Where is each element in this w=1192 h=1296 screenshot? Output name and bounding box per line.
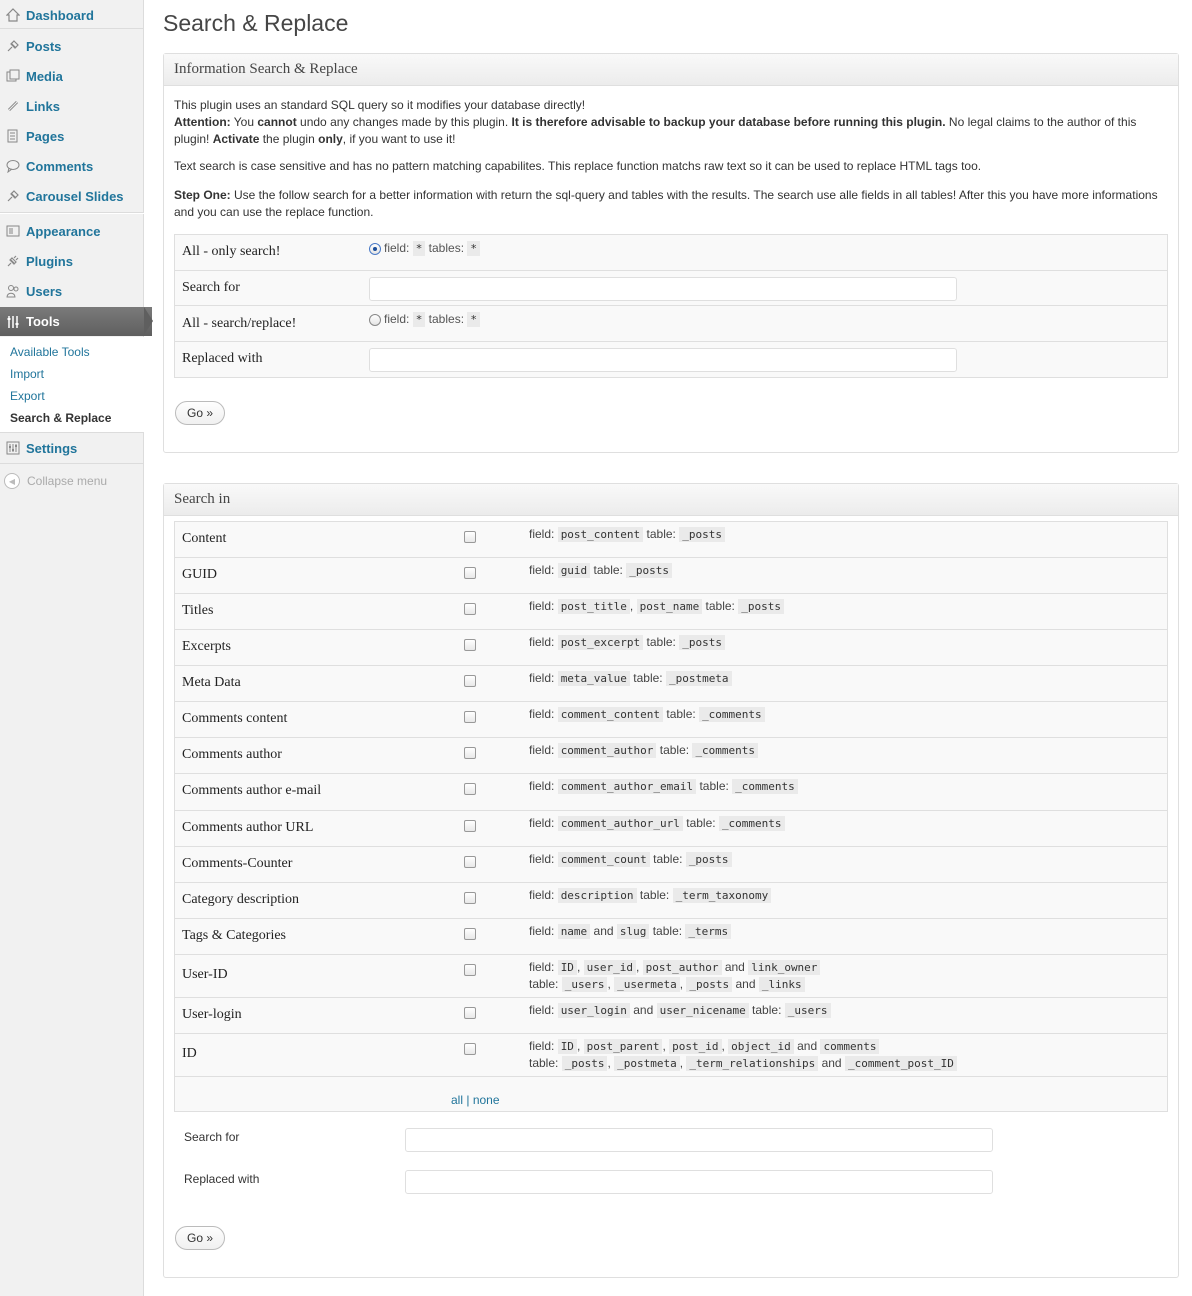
text: You bbox=[230, 115, 258, 129]
step-label: Step One: bbox=[174, 188, 231, 202]
description-line bbox=[529, 815, 785, 832]
table-row bbox=[175, 919, 1167, 955]
description-line bbox=[529, 959, 820, 976]
text: field: bbox=[529, 779, 558, 793]
text-search-note: Text search is case sensitive and has no pattern matching capabilites. This replace function matchs raw text so it can be used to replace HTML tags too. bbox=[174, 159, 982, 173]
text: field: bbox=[529, 1039, 558, 1053]
row-checkbox[interactable] bbox=[464, 1007, 476, 1019]
text: , bbox=[576, 1039, 584, 1053]
collapse-menu-button[interactable] bbox=[4, 473, 107, 489]
text: table: bbox=[663, 707, 700, 721]
code: comment_count bbox=[558, 852, 650, 867]
code: object_id bbox=[728, 1039, 794, 1054]
text: table: bbox=[643, 527, 680, 541]
menu-label: Plugins bbox=[26, 253, 73, 269]
text: field: bbox=[529, 852, 558, 866]
code: _postmeta bbox=[666, 671, 732, 686]
table-row bbox=[175, 594, 1167, 630]
menu-tools[interactable] bbox=[0, 307, 152, 336]
menu-label: Links bbox=[26, 98, 60, 114]
row-checkbox[interactable] bbox=[464, 531, 476, 543]
search-for-input[interactable] bbox=[369, 277, 957, 301]
code: * bbox=[467, 241, 480, 256]
row-checkbox[interactable] bbox=[464, 639, 476, 651]
description-line bbox=[529, 851, 732, 868]
code: post_title bbox=[558, 599, 630, 614]
form-row bbox=[175, 235, 1167, 271]
row-description bbox=[529, 562, 672, 579]
code: _posts bbox=[738, 599, 784, 614]
row-description bbox=[529, 923, 731, 940]
table-row bbox=[175, 702, 1167, 738]
search-for-input[interactable] bbox=[405, 1128, 993, 1152]
row-label: Comments content bbox=[182, 711, 288, 726]
row-label: User-login bbox=[182, 1007, 242, 1022]
code: meta_value bbox=[558, 671, 630, 686]
page-title: Search & Replace bbox=[163, 10, 349, 36]
text: tables: bbox=[428, 241, 465, 255]
text: table: bbox=[682, 816, 719, 830]
menu-dashboard[interactable] bbox=[0, 0, 144, 30]
dashboard-icon bbox=[5, 7, 21, 23]
table-row bbox=[175, 774, 1167, 811]
row-description bbox=[529, 887, 771, 904]
code: comment_content bbox=[558, 707, 663, 722]
description-line bbox=[529, 923, 731, 940]
text: table: bbox=[643, 635, 680, 649]
code: _comments bbox=[692, 743, 758, 758]
code: _term_relationships bbox=[686, 1056, 818, 1071]
pushpin-icon bbox=[5, 38, 21, 54]
text: table: bbox=[636, 888, 673, 902]
row-description bbox=[529, 1002, 831, 1019]
table-row bbox=[175, 811, 1167, 847]
code: _comments bbox=[699, 707, 765, 722]
text: Activate bbox=[212, 132, 260, 146]
menu-label: Carousel Slides bbox=[26, 188, 124, 204]
code: slug bbox=[617, 924, 650, 939]
description-line bbox=[529, 1038, 957, 1055]
text: field: bbox=[529, 888, 558, 902]
postbox-header bbox=[164, 54, 1178, 86]
menu-posts[interactable] bbox=[0, 31, 144, 61]
text: , bbox=[635, 960, 643, 974]
code: ID bbox=[558, 1039, 577, 1054]
text: and bbox=[629, 1003, 657, 1017]
code: _users bbox=[785, 1003, 831, 1018]
text: table: bbox=[529, 977, 562, 991]
text: field: bbox=[529, 1003, 558, 1017]
row-label: Content bbox=[182, 531, 227, 546]
replaced-with-input[interactable] bbox=[369, 348, 957, 372]
code: user_login bbox=[558, 1003, 630, 1018]
menu-carousel-slides[interactable] bbox=[0, 181, 144, 211]
text: , bbox=[679, 977, 687, 991]
row-label: Excerpts bbox=[182, 639, 231, 654]
row-label: Tags & Categories bbox=[182, 928, 286, 943]
menu-label: Dashboard bbox=[26, 7, 94, 23]
table-row bbox=[175, 558, 1167, 594]
table-row bbox=[175, 998, 1167, 1034]
description-line bbox=[529, 634, 725, 651]
text: field: bbox=[529, 743, 558, 757]
search-form-table bbox=[174, 234, 1168, 378]
code: * bbox=[467, 312, 480, 327]
code: _users bbox=[562, 977, 608, 992]
description-line bbox=[529, 670, 732, 687]
text: table: bbox=[696, 779, 733, 793]
select-all-none bbox=[451, 1093, 500, 1107]
text: table: bbox=[649, 924, 686, 938]
collapse-label: Collapse menu bbox=[27, 474, 108, 488]
text: field: bbox=[529, 599, 558, 613]
row-label: GUID bbox=[182, 567, 217, 582]
code: post_parent bbox=[584, 1039, 663, 1054]
text: table: bbox=[748, 1003, 785, 1017]
text: field: bbox=[529, 960, 558, 974]
tools-submenu bbox=[0, 337, 144, 433]
text: table: bbox=[529, 1056, 562, 1070]
text: table: bbox=[590, 563, 627, 577]
menu-label: Comments bbox=[26, 158, 94, 174]
code: post_id bbox=[669, 1039, 721, 1054]
tools-icon bbox=[5, 314, 21, 330]
row-description bbox=[529, 634, 725, 651]
description-line bbox=[529, 706, 765, 723]
code: _terms bbox=[685, 924, 731, 939]
collapse-arrow-icon: ◀ bbox=[4, 473, 20, 489]
menu-media[interactable] bbox=[0, 61, 144, 91]
text: and bbox=[818, 1056, 845, 1070]
row-description bbox=[529, 959, 820, 993]
row-description bbox=[529, 526, 725, 543]
text: cannot bbox=[257, 115, 297, 129]
row-label: ID bbox=[182, 1046, 197, 1061]
code: link_owner bbox=[748, 960, 820, 975]
code: * bbox=[413, 312, 426, 327]
text: field: bbox=[529, 924, 558, 938]
select-all-link[interactable]: all bbox=[451, 1093, 464, 1107]
row-description bbox=[529, 598, 784, 615]
menu-label: Tools bbox=[26, 314, 60, 329]
description-line bbox=[529, 976, 820, 993]
settings-icon bbox=[5, 440, 21, 456]
separator: | bbox=[463, 1093, 473, 1107]
table-row bbox=[175, 847, 1167, 883]
search-for-label: Search for bbox=[182, 280, 240, 295]
search-in-table bbox=[174, 521, 1168, 1112]
menu-plugins[interactable] bbox=[0, 246, 144, 276]
code: _postmeta bbox=[614, 1056, 680, 1071]
text: field: bbox=[529, 527, 558, 541]
form-row bbox=[175, 342, 1167, 377]
info-paragraph bbox=[174, 97, 1164, 148]
row-checkbox[interactable] bbox=[464, 856, 476, 868]
text: , bbox=[576, 960, 584, 974]
row-checkbox[interactable] bbox=[464, 1043, 476, 1055]
row-label: Comments author e-mail bbox=[182, 783, 322, 798]
code: user_id bbox=[584, 960, 636, 975]
replaced-with-label: Replaced with bbox=[182, 351, 263, 366]
radio-description bbox=[384, 241, 480, 255]
row-checkbox[interactable] bbox=[464, 964, 476, 976]
replaced-with-label: Replaced with bbox=[184, 1172, 260, 1186]
postbox-title: Search in bbox=[174, 491, 231, 507]
code: comment_author_email bbox=[558, 779, 696, 794]
row-description bbox=[529, 1038, 957, 1072]
text: field: bbox=[529, 816, 558, 830]
text: field: bbox=[529, 707, 558, 721]
search-in-postbox bbox=[163, 483, 1179, 1278]
row-description bbox=[529, 670, 732, 687]
row-label: User-ID bbox=[182, 967, 228, 982]
text: It is therefore advisable to backup your database before running this plugin. bbox=[511, 115, 946, 129]
row-checkbox[interactable] bbox=[464, 675, 476, 687]
active-menu-arrow bbox=[144, 307, 153, 335]
code: name bbox=[558, 924, 591, 939]
text: No legal claims to the author of this plugin! bbox=[174, 115, 1137, 146]
description-line bbox=[529, 742, 758, 759]
menu-label: Appearance bbox=[26, 223, 101, 239]
table-row bbox=[175, 883, 1167, 919]
row-checkbox[interactable] bbox=[464, 747, 476, 759]
table-row bbox=[175, 630, 1167, 666]
info-line: This plugin uses an standard SQL query so it modifies your database directly! bbox=[174, 98, 586, 112]
submenu-export[interactable]: Export bbox=[10, 389, 45, 403]
text: field: bbox=[384, 241, 410, 255]
row-checkbox[interactable] bbox=[464, 603, 476, 615]
replaced-with-input[interactable] bbox=[405, 1170, 993, 1194]
step-one-paragraph bbox=[174, 187, 1164, 221]
code: comments bbox=[820, 1039, 879, 1054]
code: _posts bbox=[686, 977, 732, 992]
row-description bbox=[529, 706, 765, 723]
row-description bbox=[529, 778, 798, 795]
code: _posts bbox=[626, 563, 672, 578]
code: post_content bbox=[558, 527, 643, 542]
text: the plugin bbox=[259, 132, 319, 146]
text: , bbox=[607, 977, 615, 991]
row-checkbox[interactable] bbox=[464, 783, 476, 795]
info-postbox bbox=[163, 53, 1179, 453]
text: undo any changes made by this plugin. bbox=[296, 115, 512, 129]
select-none-link[interactable]: none bbox=[472, 1093, 500, 1107]
row-label: Category description bbox=[182, 892, 300, 907]
step-text: Use the follow search for a better information with return the sql-query and tables with the results. The search use alle fields in all tables! After this you have more informations and you can use the replace function. bbox=[174, 188, 1158, 219]
menu-label: Media bbox=[26, 68, 63, 84]
table-row bbox=[175, 522, 1167, 558]
text: , bbox=[679, 1056, 687, 1070]
menu-label: Users bbox=[26, 283, 63, 299]
text: table: bbox=[656, 743, 693, 757]
code: _posts bbox=[562, 1056, 608, 1071]
code: description bbox=[558, 888, 637, 903]
text: field: bbox=[529, 671, 558, 685]
text: table: bbox=[702, 599, 739, 613]
postbox-title: Information Search & Replace bbox=[174, 61, 358, 77]
all-search-radio[interactable] bbox=[369, 243, 381, 255]
description-line bbox=[529, 562, 672, 579]
row-checkbox[interactable] bbox=[464, 711, 476, 723]
code: _usermeta bbox=[614, 977, 680, 992]
table-row bbox=[175, 666, 1167, 702]
submenu-import[interactable]: Import bbox=[10, 367, 45, 381]
code: ID bbox=[558, 960, 577, 975]
code: * bbox=[413, 241, 426, 256]
search-for-label: Search for bbox=[184, 1130, 240, 1144]
description-line bbox=[529, 1002, 831, 1019]
attention-label: Attention: bbox=[174, 115, 231, 129]
text: , bbox=[629, 599, 637, 613]
all-search-label: All - only search! bbox=[182, 244, 281, 259]
text: field: bbox=[384, 312, 410, 326]
table-row bbox=[175, 1034, 1167, 1077]
code: guid bbox=[558, 563, 591, 578]
comment-icon bbox=[5, 158, 21, 174]
row-label: Comments author bbox=[182, 747, 282, 762]
description-line bbox=[529, 1055, 957, 1072]
code: comment_author_url bbox=[558, 816, 683, 831]
text: and bbox=[590, 924, 617, 938]
text: and bbox=[793, 1039, 821, 1053]
text: , bbox=[662, 1039, 670, 1053]
menu-label: Pages bbox=[26, 128, 65, 144]
text: , bbox=[721, 1039, 729, 1053]
code: _term_taxonomy bbox=[673, 888, 772, 903]
form-row bbox=[175, 271, 1167, 306]
code: _links bbox=[759, 977, 805, 992]
text: , if you want to use it! bbox=[342, 132, 456, 146]
text: table: bbox=[649, 852, 686, 866]
text: only bbox=[318, 132, 343, 146]
row-checkbox[interactable] bbox=[464, 892, 476, 904]
code: user_nicename bbox=[657, 1003, 749, 1018]
code: _posts bbox=[679, 635, 725, 650]
users-icon bbox=[5, 283, 21, 299]
form-row bbox=[175, 306, 1167, 342]
row-label: Comments author URL bbox=[182, 820, 314, 835]
postbox-header bbox=[164, 484, 1178, 516]
pushpin-icon bbox=[5, 188, 21, 204]
all-replace-label: All - search/replace! bbox=[182, 316, 297, 331]
radio-description bbox=[384, 312, 480, 326]
code: _comment_post_ID bbox=[845, 1056, 957, 1071]
menu-label: Posts bbox=[26, 38, 62, 54]
appearance-icon bbox=[5, 223, 21, 239]
description-line bbox=[529, 598, 784, 615]
submenu-available-tools[interactable]: Available Tools bbox=[10, 345, 90, 359]
admin-sidebar bbox=[0, 0, 144, 1296]
row-label: Titles bbox=[182, 603, 214, 618]
code: post_name bbox=[637, 599, 703, 614]
row-checkbox[interactable] bbox=[464, 928, 476, 940]
code: _posts bbox=[679, 527, 725, 542]
menu-label: Settings bbox=[26, 440, 78, 456]
row-checkbox[interactable] bbox=[464, 567, 476, 579]
text: table: bbox=[629, 671, 666, 685]
pages-icon bbox=[5, 128, 21, 144]
code: _comments bbox=[719, 816, 785, 831]
text: field: bbox=[529, 635, 558, 649]
plug-icon bbox=[5, 253, 21, 269]
row-checkbox[interactable] bbox=[464, 820, 476, 832]
description-line bbox=[529, 778, 798, 795]
row-label: Comments-Counter bbox=[182, 856, 293, 871]
table-row bbox=[175, 955, 1167, 998]
row-description bbox=[529, 742, 758, 759]
submenu-search-replace[interactable]: Search & Replace bbox=[10, 411, 112, 425]
menu-users[interactable] bbox=[0, 276, 144, 306]
menu-comments[interactable] bbox=[0, 151, 144, 181]
code: comment_author bbox=[558, 743, 657, 758]
all-replace-radio[interactable] bbox=[369, 314, 381, 326]
text: and bbox=[732, 977, 759, 991]
text: and bbox=[721, 960, 749, 974]
code: post_author bbox=[643, 960, 722, 975]
text: field: bbox=[529, 563, 558, 577]
menu-settings[interactable] bbox=[0, 433, 144, 463]
row-label: Meta Data bbox=[182, 675, 241, 690]
menu-pages[interactable] bbox=[0, 121, 144, 151]
go-button[interactable]: Go » bbox=[175, 401, 225, 425]
menu-appearance[interactable] bbox=[0, 216, 144, 246]
menu-links[interactable] bbox=[0, 91, 144, 121]
description-line bbox=[529, 887, 771, 904]
text: , bbox=[607, 1056, 615, 1070]
text: tables: bbox=[428, 312, 465, 326]
description-line bbox=[529, 526, 725, 543]
row-description bbox=[529, 851, 732, 868]
go-button[interactable]: Go » bbox=[175, 1226, 225, 1250]
link-icon bbox=[5, 98, 21, 114]
code: _comments bbox=[732, 779, 798, 794]
code: post_excerpt bbox=[558, 635, 643, 650]
media-icon bbox=[5, 68, 21, 84]
row-description bbox=[529, 815, 785, 832]
code: _posts bbox=[686, 852, 732, 867]
table-row bbox=[175, 738, 1167, 774]
